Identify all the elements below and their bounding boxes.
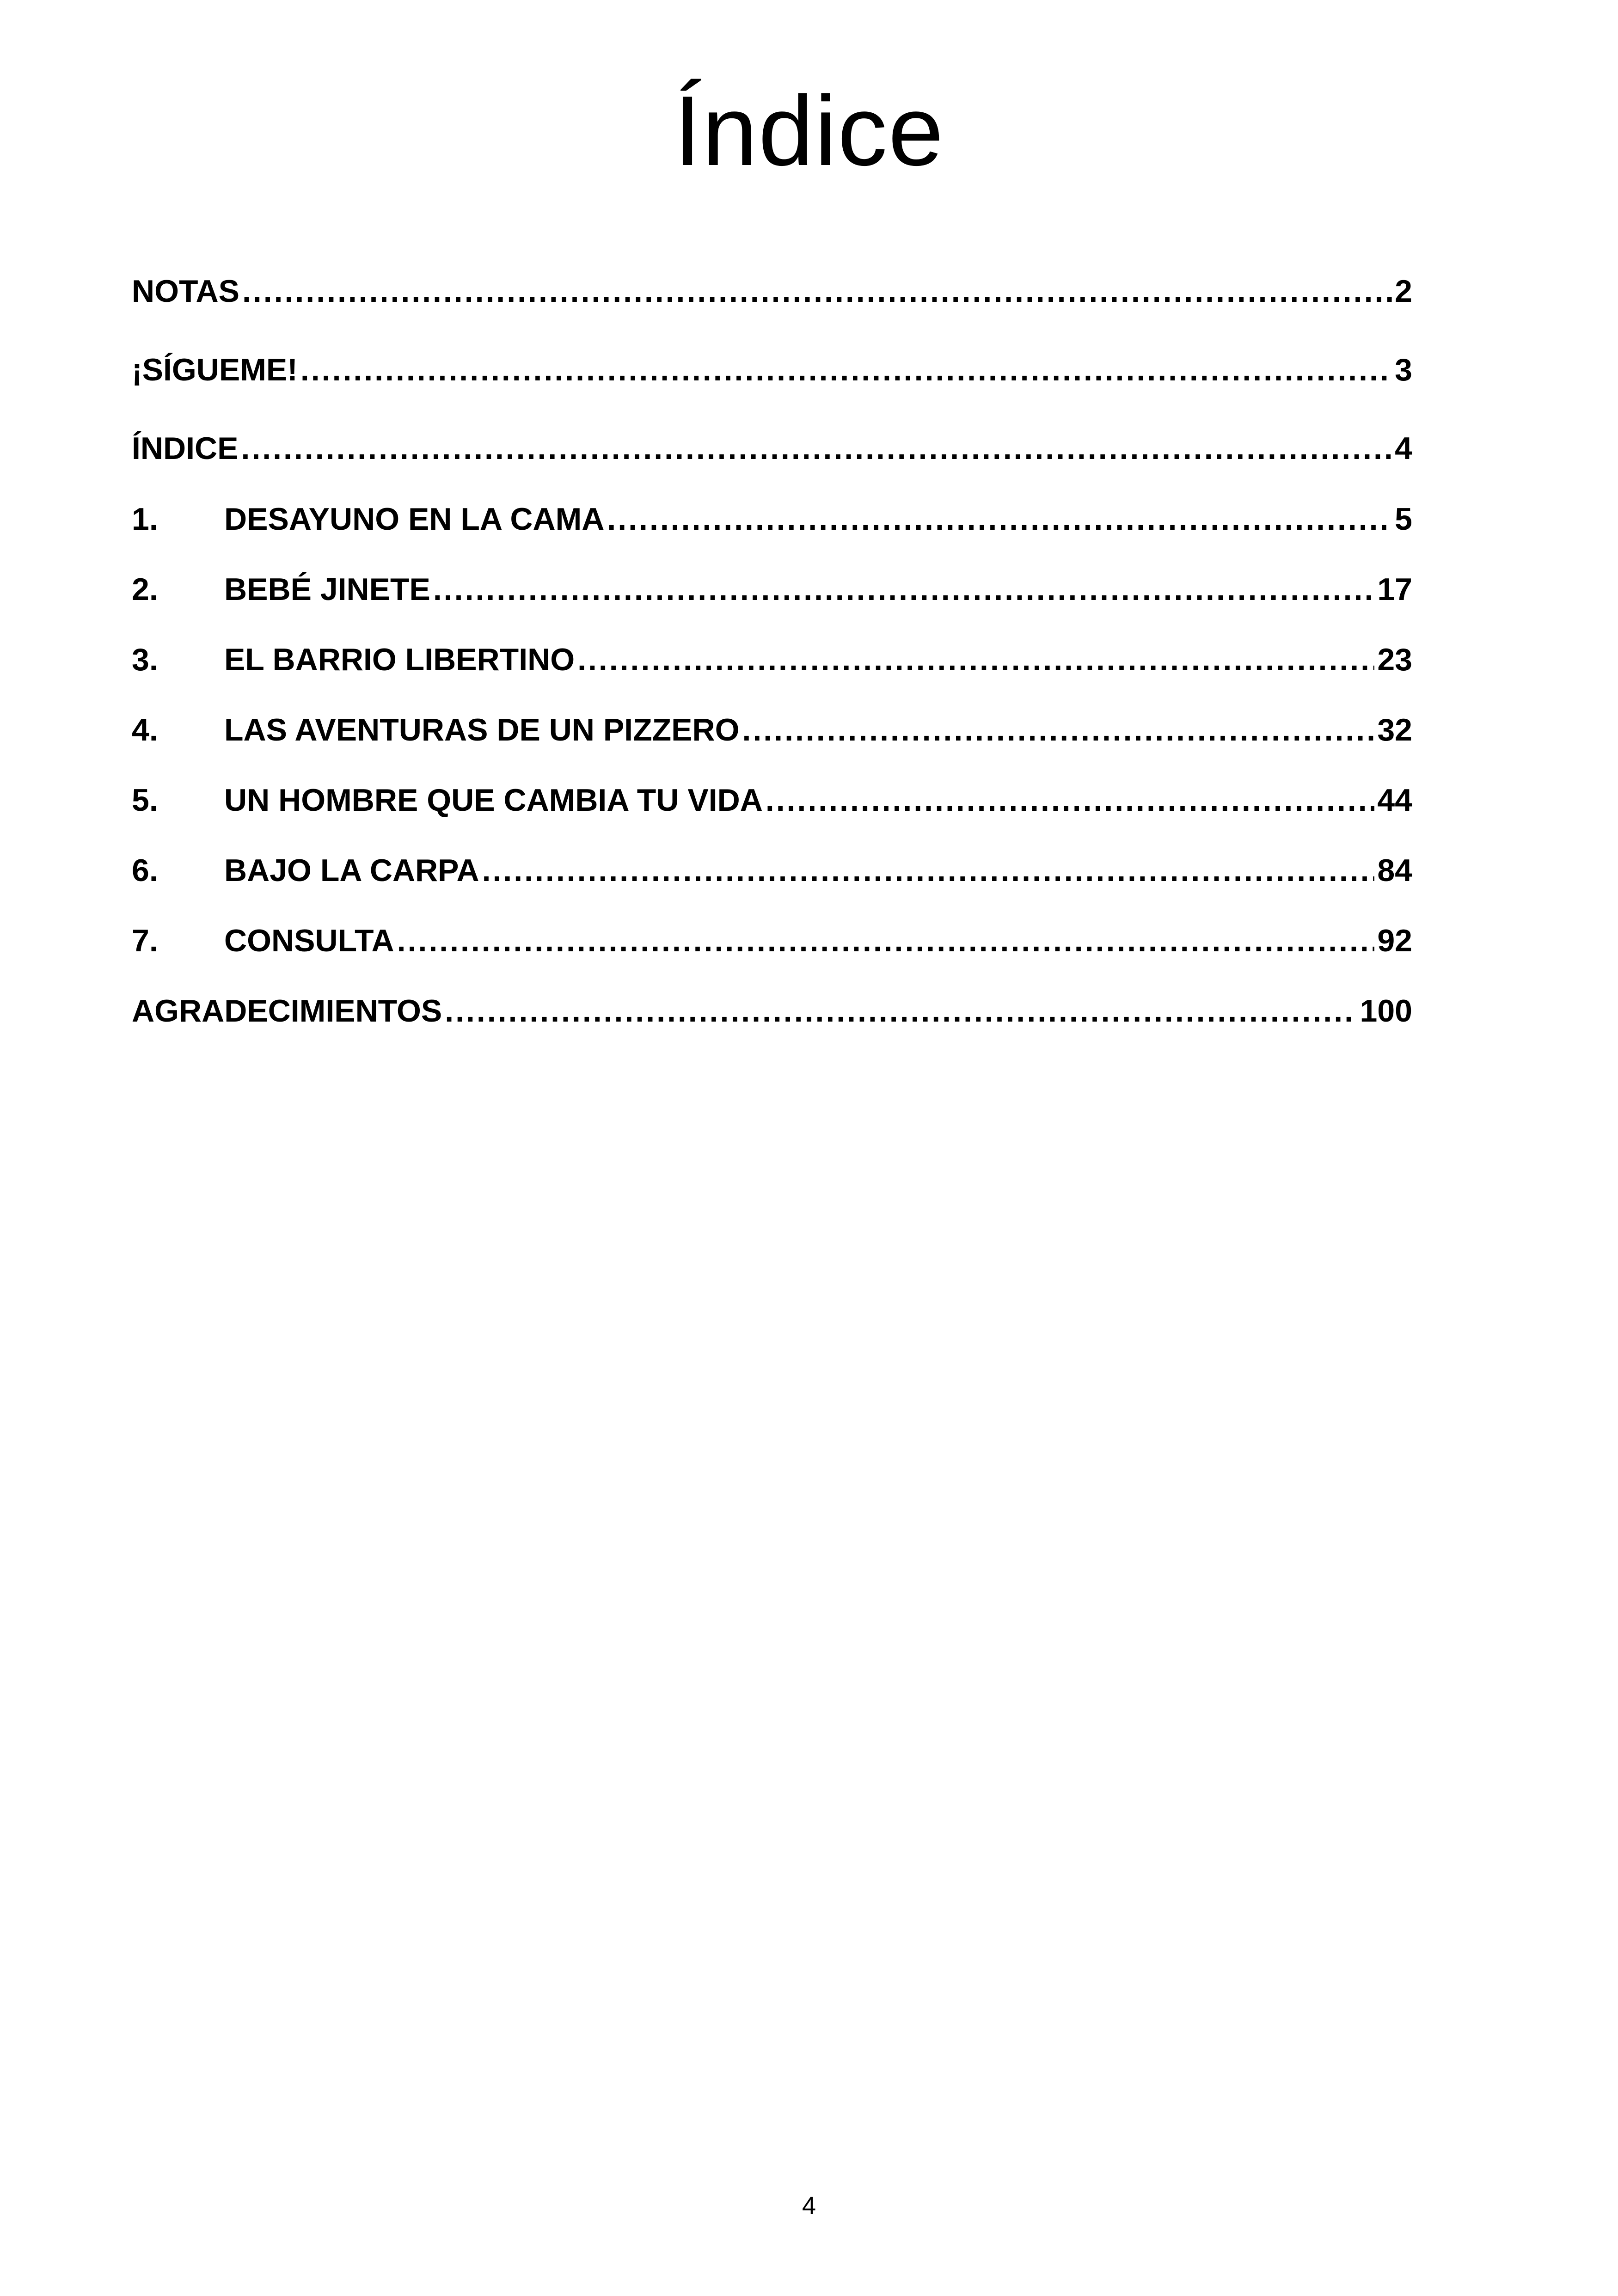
dot-leader	[397, 920, 1375, 961]
dot-leader	[607, 498, 1392, 540]
toc-entry-number: 2.	[132, 572, 158, 607]
toc-entry-title: ¡SÍGUEME!	[132, 352, 298, 387]
dot-leader	[742, 709, 1375, 751]
toc-entry-title: UN HOMBRE QUE CAMBIA TU VIDA	[224, 783, 763, 818]
toc-entry-page: 4	[1395, 431, 1412, 466]
toc-entry-chapter-5[interactable]	[132, 779, 1412, 821]
toc-entry-title: BEBÉ JINETE	[224, 572, 430, 607]
toc-entry-page: 84	[1377, 853, 1412, 888]
dot-leader	[241, 428, 1392, 469]
toc-entry-number: 3.	[132, 642, 158, 677]
toc-entry-chapter-6[interactable]	[132, 850, 1412, 891]
page-title: Índice	[674, 75, 944, 186]
toc-entry-page: 92	[1377, 923, 1412, 958]
dot-leader	[242, 270, 1392, 312]
toc-entry-page: 23	[1377, 642, 1412, 677]
toc-entry-sigueme[interactable]	[132, 349, 1412, 391]
toc-entry-agradecimientos[interactable]	[132, 990, 1412, 1032]
toc-entry-indice[interactable]	[132, 428, 1412, 469]
toc-entry-number: 6.	[132, 853, 158, 888]
dot-leader	[482, 850, 1375, 891]
toc-entry-page: 44	[1377, 783, 1412, 818]
toc-entry-number: 1.	[132, 502, 158, 537]
toc-entry-chapter-2[interactable]	[132, 569, 1412, 610]
toc-entry-notas[interactable]	[132, 270, 1412, 312]
toc-entry-page: 32	[1377, 712, 1412, 747]
toc-entry-title: AGRADECIMIENTOS	[132, 993, 442, 1029]
toc-entry-chapter-7[interactable]	[132, 920, 1412, 961]
toc-entry-title: CONSULTA	[224, 923, 394, 958]
toc-entry-chapter-4[interactable]	[132, 709, 1412, 751]
toc-entry-number: 4.	[132, 712, 158, 747]
table-of-contents	[132, 0, 1412, 1109]
dot-leader	[577, 639, 1374, 680]
toc-entry-title: DESAYUNO EN LA CAMA	[224, 502, 605, 537]
toc-entry-title: ÍNDICE	[132, 431, 239, 466]
dot-leader	[300, 349, 1392, 391]
toc-entry-page: 2	[1395, 274, 1412, 309]
toc-entry-chapter-3[interactable]	[132, 639, 1412, 680]
toc-entry-number: 7.	[132, 923, 158, 958]
dot-leader	[433, 569, 1374, 610]
toc-entry-title: EL BARRIO LIBERTINO	[224, 642, 575, 677]
toc-entry-page: 5	[1395, 502, 1412, 537]
toc-entry-title: LAS AVENTURAS DE UN PIZZERO	[224, 712, 740, 747]
toc-entry-page: 100	[1360, 993, 1412, 1029]
toc-entry-chapter-1[interactable]	[132, 498, 1412, 540]
toc-entry-title: BAJO LA CARPA	[224, 853, 479, 888]
page-number: 4	[802, 2192, 816, 2220]
dot-leader	[766, 779, 1375, 821]
toc-entry-title: NOTAS	[132, 274, 239, 309]
toc-entry-page: 3	[1395, 352, 1412, 387]
toc-entry-number: 5.	[132, 783, 158, 818]
toc-entry-page: 17	[1377, 572, 1412, 607]
dot-leader	[445, 990, 1357, 1032]
